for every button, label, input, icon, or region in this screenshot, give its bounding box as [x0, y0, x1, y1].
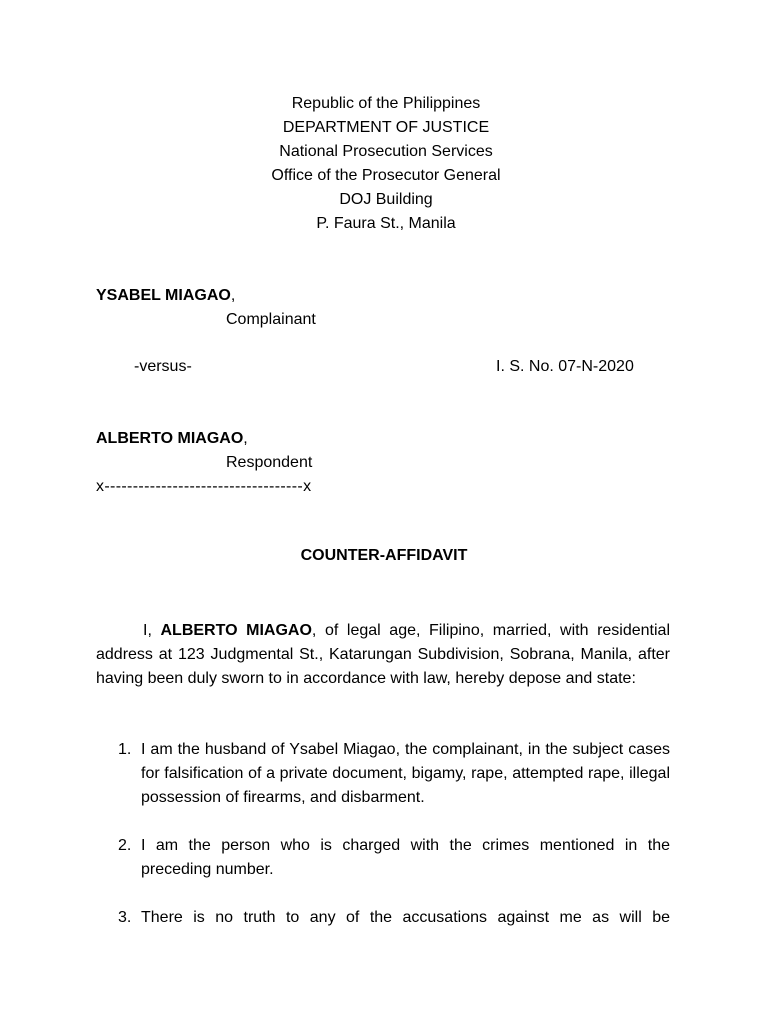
list-item — [118, 834, 670, 882]
header-service: National Prosecution Services — [279, 143, 493, 160]
list-item-number: 2. — [118, 837, 132, 854]
complainant-line — [96, 285, 235, 307]
complainant-name: YSABEL MIAGAO — [96, 287, 231, 304]
document-title: COUNTER-AFFIDAVIT — [300, 547, 468, 564]
header-department: DEPARTMENT OF JUSTICE — [282, 119, 490, 136]
header-office: Office of the Prosecutor General — [271, 167, 501, 184]
document-header — [0, 92, 768, 236]
versus-label: -versus- — [134, 358, 192, 375]
header-republic: Republic of the Philippines — [291, 95, 481, 112]
intro-paragraph — [96, 619, 670, 691]
list-item-number: 1. — [118, 741, 132, 758]
respondent-comma: , — [243, 430, 248, 447]
list-item — [118, 906, 670, 930]
list-item-number: 3. — [118, 909, 132, 926]
respondent-role: Respondent — [226, 454, 313, 471]
intro-text: , of legal age, Filipino, married, with residential address at 123 Judgmental St., Katarungan Subdivision, Sobrana, Manila, after having been duly sworn to in accordance with law, hereby depose and state: — [96, 622, 671, 687]
header-address: P. Faura St., Manila — [316, 215, 456, 232]
header-building: DOJ Building — [339, 191, 433, 208]
caption-divider: x-----------------------------------x — [96, 478, 312, 495]
list-item-text: I am the person who is charged with the crimes mentioned in the preceding number. — [141, 837, 670, 878]
complainant-comma: , — [230, 287, 236, 304]
respondent-name: ALBERTO MIAGAO — [96, 430, 244, 447]
respondent-line — [96, 428, 248, 450]
intro-prefix: I, — [143, 622, 161, 639]
list-item-text: There is no truth to any of the accusations against me as will be — [141, 909, 670, 926]
complainant-role: Complainant — [226, 311, 316, 328]
affiant-name: ALBERTO MIAGAO — [160, 622, 312, 639]
list-item — [118, 738, 670, 810]
list-item-text: I am the husband of Ysabel Miagao, the complainant, in the subject cases for falsification of a private document, bigamy, rape, attempted rape, illegal possession of firearms, and disbarment. — [141, 741, 670, 806]
case-number: I. S. No. 07-N-2020 — [496, 358, 634, 375]
